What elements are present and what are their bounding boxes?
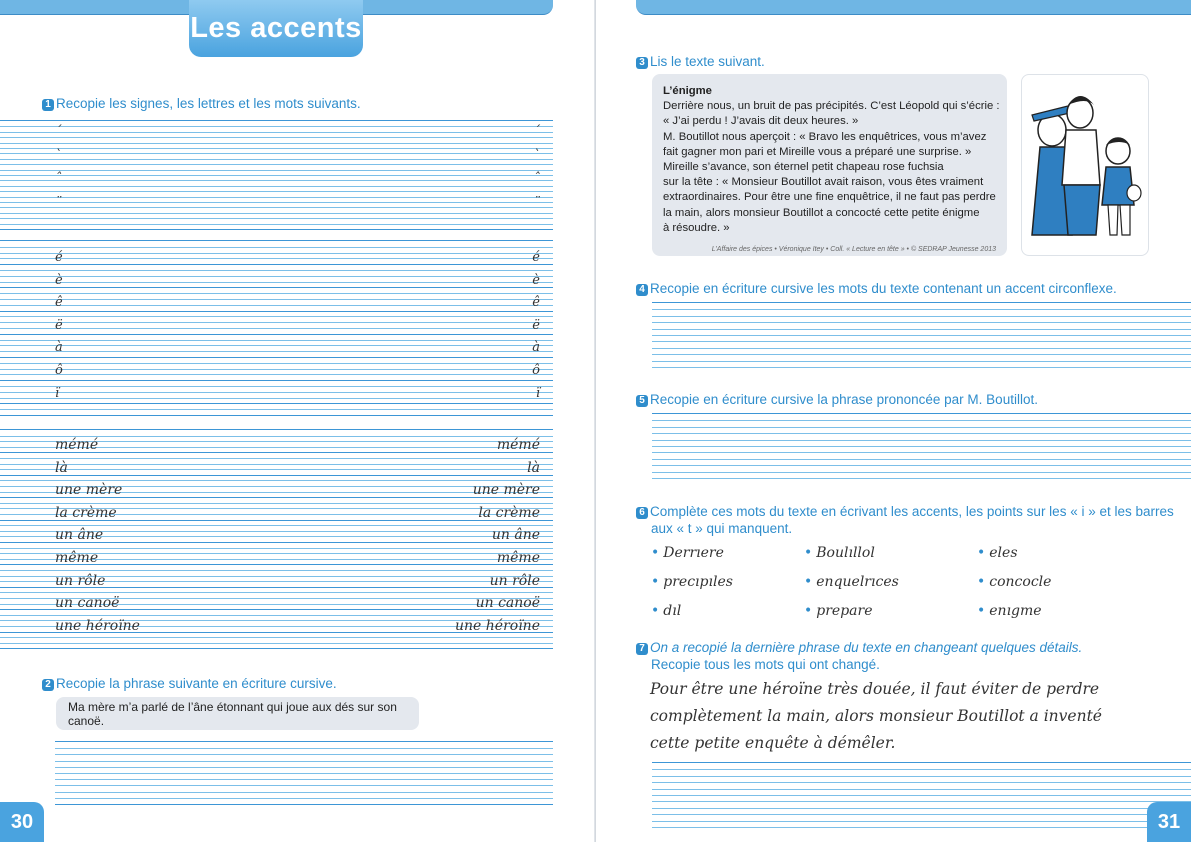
- ruled-line: [0, 369, 553, 370]
- ruled-line: [0, 180, 553, 181]
- word-model: un âne: [55, 527, 104, 544]
- ruled-line: [0, 570, 553, 571]
- left-page: [0, 0, 594, 842]
- ruled-line: [652, 776, 1191, 777]
- exercise-5-instruction: [636, 392, 1038, 407]
- ruled-line: [0, 132, 553, 133]
- instruction-text: On a recopié la dernière phrase du texte en changeant quelques détails.: [650, 640, 1083, 655]
- word-end-model: mémé: [496, 437, 540, 453]
- exercise-7-instruction-line2: Recopie tous les mots qui ont changé.: [651, 657, 880, 672]
- letter-model: ë: [55, 317, 63, 333]
- letter-end-model: ï: [535, 385, 540, 401]
- incomplete-word: [804, 574, 899, 590]
- text-line: à résoudre. »: [663, 221, 730, 234]
- ruled-line: [652, 316, 1191, 317]
- word-end-model: un rôle: [489, 572, 540, 589]
- exercise-1-instruction: [42, 96, 361, 111]
- sign-model: ˆ: [55, 171, 62, 186]
- letter-model: ô: [55, 363, 63, 378]
- ruled-line: [0, 282, 553, 283]
- word-end-model: là: [527, 459, 540, 476]
- ruled-line: [0, 202, 553, 203]
- illustration-frame: [1021, 74, 1149, 256]
- exercise-3-instruction: [636, 54, 765, 69]
- ruled-line: [0, 253, 553, 254]
- ruled-line: [0, 258, 553, 259]
- top-bar: [636, 0, 1191, 15]
- ruled-line: [652, 341, 1191, 342]
- ruled-line: [0, 316, 553, 317]
- word-model: un rôle: [55, 572, 106, 589]
- ruled-line: [0, 264, 553, 265]
- ruled-line: [0, 458, 553, 459]
- ruled-line: [652, 789, 1191, 790]
- page-number: 31: [1147, 802, 1191, 842]
- ruled-line: [0, 191, 553, 192]
- ruled-line: [0, 311, 553, 312]
- exercise-4-instruction: [636, 281, 1117, 296]
- ruled-line: [0, 392, 553, 393]
- ruled-line: [652, 427, 1191, 428]
- ruled-line: [0, 464, 553, 465]
- ruled-line: [0, 170, 553, 171]
- ruled-line: [0, 299, 553, 300]
- exercise-number-badge: 5: [636, 395, 648, 407]
- exercise-6-instruction: [636, 504, 1174, 519]
- letter-end-model: ô: [532, 363, 540, 378]
- incomplete-word: [651, 603, 681, 619]
- ruled-line: [0, 164, 553, 165]
- bullet: •: [651, 574, 660, 590]
- ruled-line: [55, 773, 553, 774]
- writing-lines-exercise-5[interactable]: [652, 413, 1191, 479]
- instruction-text: Recopie les signes, les lettres et les mots suivants.: [56, 96, 361, 111]
- word-text: Derrıere: [663, 545, 724, 561]
- letter-model: é: [55, 250, 63, 265]
- sign-end-model: ˆ: [533, 171, 540, 186]
- text-credit: L’Affaire des épices • Véronique Itey • Coll. « Lecture en tête » • © SEDRAP Jeunesse 2013: [711, 246, 996, 254]
- ruled-line: [55, 779, 553, 780]
- ruled-line: [55, 748, 553, 749]
- ruled-line: [652, 452, 1191, 453]
- ruled-line: [0, 386, 553, 387]
- ruled-line: [0, 643, 553, 644]
- ruled-line: [652, 465, 1191, 466]
- page-title: Les accents: [189, 0, 363, 57]
- letter-end-model: à: [532, 340, 540, 356]
- word-text: precıpıles: [663, 574, 733, 590]
- letter-model: ï: [55, 385, 60, 401]
- incomplete-word: [977, 574, 1051, 590]
- word-end-model: une héroïne: [455, 617, 540, 634]
- ruled-line: [0, 159, 553, 160]
- word-model: même: [55, 550, 99, 566]
- word-text: concocle: [989, 574, 1052, 590]
- ruled-line: [0, 293, 553, 294]
- ruled-line: [0, 322, 553, 323]
- ruled-line: [652, 446, 1191, 447]
- bullet: •: [977, 545, 986, 561]
- incomplete-word: [651, 545, 724, 561]
- word-text: Boulıllol: [816, 545, 875, 561]
- modified-sentence-line: cette petite enquête à démêler.: [650, 734, 896, 752]
- modified-sentence-line: Pour être une héroïne très douée, il faut éviter de perdre: [650, 680, 1100, 698]
- instruction-text: Recopie en écriture cursive les mots du texte contenant un accent circonflexe.: [650, 281, 1117, 296]
- bullet: •: [804, 545, 813, 561]
- ruled-line: [55, 785, 553, 786]
- ruled-line: [0, 137, 553, 138]
- ruled-line: [0, 398, 553, 399]
- bullet: •: [804, 603, 813, 619]
- ruled-line: [0, 175, 553, 176]
- word-end-model: un canoë: [475, 595, 540, 612]
- ruled-line: [0, 403, 553, 404]
- instruction-text: Recopie la phrase suivante en écriture cursive.: [56, 676, 337, 691]
- ruled-line: [652, 367, 1191, 368]
- text-line: la main, alors monsieur Boutillot a concocté cette petite énigme: [663, 206, 980, 219]
- letter-end-model: ê: [532, 295, 540, 311]
- ruled-line: [0, 592, 553, 593]
- ruled-line: [652, 329, 1191, 330]
- exercise-7-instruction: [636, 640, 1082, 655]
- word-model: là: [55, 459, 68, 476]
- sign-model: `: [55, 147, 62, 163]
- ruled-line: [0, 276, 553, 277]
- writing-lines-letters[interactable]: [0, 240, 553, 416]
- letter-end-model: é: [532, 250, 540, 265]
- model-sentence: Ma mère m’a parlé de l’âne étonnant qui joue aux dés sur son canoë.: [68, 699, 397, 728]
- word-end-model: une mère: [472, 482, 540, 499]
- ruled-line: [652, 801, 1191, 802]
- incomplete-word: [804, 603, 873, 619]
- modified-sentence-line: complètement la main, alors monsieur Boutillot a inventé: [650, 707, 1102, 725]
- ruled-line: [652, 478, 1191, 479]
- ruled-line: [652, 361, 1191, 362]
- text-line: fait gagner mon pari et Mireille vous a préparé une surprise. »: [663, 145, 972, 158]
- ruled-line: [55, 761, 553, 762]
- ruled-line: [0, 270, 553, 271]
- letter-end-model: ë: [532, 317, 540, 333]
- text-line: « J’ai perdu ! J’avais dit deux heures. »: [663, 115, 859, 128]
- ruled-line: [0, 548, 553, 549]
- ruled-line: [652, 459, 1191, 460]
- ruled-line: [652, 348, 1191, 349]
- sign-end-model: ¨: [533, 194, 540, 210]
- sign-end-model: ´: [533, 124, 540, 139]
- ruled-line: [652, 782, 1191, 783]
- word-text: enquelrıces: [816, 574, 899, 590]
- ruled-line: [0, 374, 553, 375]
- ruled-line: [652, 821, 1191, 822]
- word-end-model: un âne: [491, 527, 540, 544]
- ruled-line: [0, 148, 553, 149]
- ruled-line: [652, 795, 1191, 796]
- writing-lines-exercise-4[interactable]: [652, 302, 1191, 368]
- ruled-line: [0, 503, 553, 504]
- ruled-line: [0, 287, 553, 288]
- ruled-line: [652, 322, 1191, 323]
- exercise-number-badge: 3: [636, 57, 648, 69]
- text-title: L’énigme: [663, 85, 712, 97]
- ruled-line: [55, 798, 553, 799]
- ruled-line: [652, 440, 1191, 441]
- letter-model: ê: [55, 295, 63, 311]
- ruled-line: [652, 808, 1191, 809]
- ruled-line: [55, 767, 553, 768]
- ruled-line: [55, 754, 553, 755]
- letter-end-model: è: [532, 272, 540, 288]
- ruled-line: [0, 409, 553, 410]
- writing-lines-sentence[interactable]: [55, 741, 553, 805]
- page-number: 30: [0, 802, 44, 842]
- ruled-line: [0, 305, 553, 306]
- incomplete-word: [804, 545, 875, 561]
- ruled-line: [0, 213, 553, 214]
- word-text: eles: [989, 545, 1018, 561]
- writing-lines-signs[interactable]: [0, 120, 553, 230]
- sign-model: ´: [55, 124, 62, 139]
- ruled-line: [0, 197, 553, 198]
- right-page: [596, 0, 1191, 842]
- word-model: un canoë: [55, 595, 120, 612]
- ruled-line: [0, 637, 553, 638]
- text-line: Mireille s’avance, son éternel petit chapeau rose fuchsia: [663, 161, 944, 174]
- text-line: M. Boutillot nous aperçoit : « Bravo les enquêtrices, vous m’avez: [663, 130, 987, 143]
- ruled-line: [0, 340, 553, 341]
- three-characters-illustration-icon: [1022, 75, 1148, 255]
- word-text: dıl: [663, 603, 682, 619]
- letter-model: è: [55, 272, 63, 288]
- bullet: •: [651, 603, 660, 619]
- incomplete-word: [977, 603, 1042, 619]
- ruled-line: [0, 345, 553, 346]
- exercise-number-badge: 1: [42, 99, 54, 111]
- exercise-6-instruction-line2: aux « t » qui manquent.: [651, 521, 793, 536]
- ruled-line: [652, 433, 1191, 434]
- incomplete-word: [651, 574, 733, 590]
- ruled-line: [0, 218, 553, 219]
- ruled-line: [0, 328, 553, 329]
- ruled-line: [652, 814, 1191, 815]
- exercise-number-badge: 7: [636, 643, 648, 655]
- text-line: extraordinaires. Pour être une fine enquêtrice, il ne faut pas perdre: [663, 191, 996, 204]
- ruled-line: [0, 615, 553, 616]
- text-line: Derrière nous, un bruit de pas précipités. C’est Léopold qui s’écrie :: [663, 100, 1000, 113]
- writing-lines-exercise-7[interactable]: [652, 762, 1191, 828]
- word-end-model: la crème: [478, 504, 540, 521]
- ruled-line: [652, 769, 1191, 770]
- word-model: une mère: [55, 482, 123, 499]
- model-sentence-panel: [56, 697, 419, 730]
- ruled-line: [0, 380, 553, 381]
- ruled-line: [0, 469, 553, 470]
- bullet: •: [977, 574, 986, 590]
- instruction-text: Complète ces mots du texte en écrivant les accents, les points sur les « i » et les barres: [650, 504, 1174, 519]
- word-model: une héroïne: [55, 617, 140, 634]
- ruled-line: [652, 420, 1191, 421]
- instruction-text: Recopie en écriture cursive la phrase prononcée par M. Boutillot.: [650, 392, 1038, 407]
- word-text: prepare: [816, 603, 873, 619]
- reading-text-panel: [652, 74, 1007, 256]
- bullet: •: [977, 603, 986, 619]
- exercise-number-badge: 4: [636, 284, 648, 296]
- word-text: enıgme: [989, 603, 1042, 619]
- instruction-text: Lis le texte suivant.: [650, 54, 765, 69]
- word-model: mémé: [55, 437, 99, 453]
- ruled-line: [0, 334, 553, 335]
- ruled-line: [0, 525, 553, 526]
- exercise-2-instruction: [42, 676, 337, 691]
- ruled-line: [652, 335, 1191, 336]
- ruled-line: [0, 247, 553, 248]
- ruled-line: [0, 224, 553, 225]
- incomplete-word: [977, 545, 1018, 561]
- ruled-line: [652, 472, 1191, 473]
- ruled-line: [0, 126, 553, 127]
- exercise-number-badge: 6: [636, 507, 648, 519]
- ruled-line: [652, 827, 1191, 828]
- ruled-line: [0, 153, 553, 154]
- bullet: •: [804, 574, 813, 590]
- ruled-line: [0, 363, 553, 364]
- ruled-line: [652, 309, 1191, 310]
- ruled-line: [0, 351, 553, 352]
- letter-model: à: [55, 340, 63, 356]
- ruled-line: [652, 354, 1191, 355]
- ruled-line: [0, 475, 553, 476]
- ruled-line: [0, 207, 553, 208]
- ruled-line: [0, 143, 553, 144]
- text-line: sur la tête : « Monsieur Boutillot avait raison, vous êtes vraiment: [663, 176, 984, 189]
- sign-end-model: `: [533, 147, 540, 163]
- bullet: •: [651, 545, 660, 561]
- word-model: la crème: [55, 504, 117, 521]
- ruled-line: [55, 792, 553, 793]
- word-end-model: même: [496, 550, 540, 566]
- ruled-line: [0, 357, 553, 358]
- ruled-line: [0, 186, 553, 187]
- exercise-number-badge: 2: [42, 679, 54, 691]
- sign-model: ¨: [55, 194, 62, 210]
